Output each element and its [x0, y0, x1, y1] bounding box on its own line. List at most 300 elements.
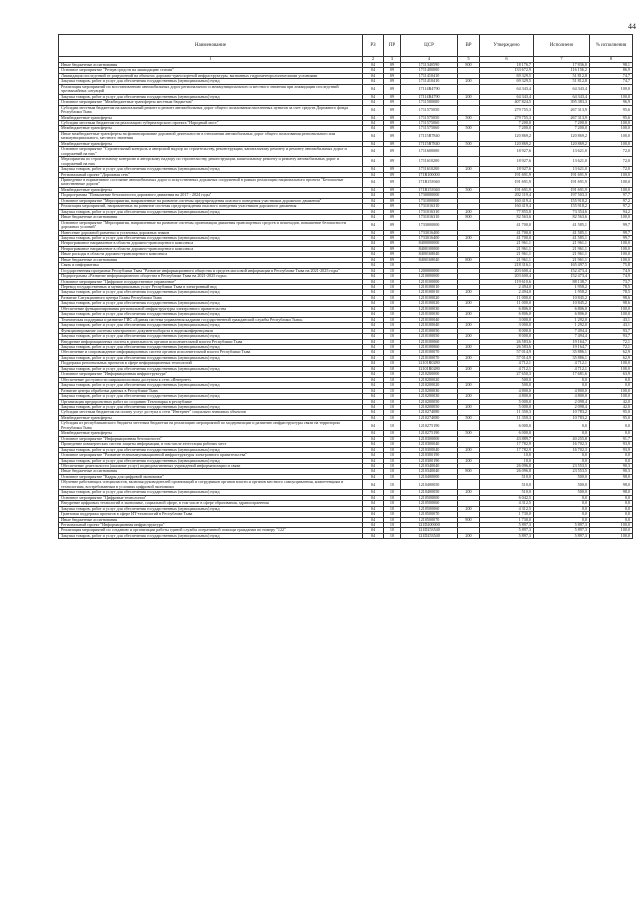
cell-rz: 04 [363, 372, 384, 377]
cell-approved: 18 927,6 [480, 157, 534, 167]
cell-pr: 10 [384, 421, 401, 431]
cell-pct: 100,0 [590, 306, 633, 311]
cell-pct: 0,0 [590, 383, 633, 388]
cell-done: 6 806,0 [534, 312, 590, 317]
cell-pr: 09 [384, 230, 401, 235]
cell-pr: 10 [384, 301, 401, 306]
cell-name: Развитие Ситуационного центра Главы Республики Тыва [59, 295, 363, 300]
cell-pr: 09 [384, 63, 401, 68]
cell-name: Закупка товаров, работ и услуг для обеспечения государственных (муниципальных) нужд [59, 366, 363, 371]
cell-pct: 98,1 [590, 63, 633, 68]
cell-name: Закупка товаров, работ и услуг для обеспечения государственных (муниципальных) нужд [59, 383, 363, 388]
cell-rz: 04 [363, 469, 384, 474]
cell-name: Закупка товаров, работ и услуг для обеспечения государственных (муниципальных) нужд [59, 94, 363, 99]
cell-pct: 0,0 [590, 512, 633, 517]
cell-rz: 04 [363, 268, 384, 273]
cell-rz: 04 [363, 215, 384, 220]
cell-done: 41 585,1 [534, 235, 590, 240]
cell-name: Основное мероприятие "Мероприятия, направленные на развитие системы предупреждения опасного поведения участников дорожного движения" [59, 198, 363, 203]
cell-approved: 1 730,0 [480, 512, 534, 517]
cell-csr: 1210400050 [401, 490, 458, 495]
table-row [59, 480, 633, 490]
cell-vr: 200 [458, 394, 480, 399]
cell-csr: 1210100010 [401, 290, 458, 295]
cell-approved: 191 691,9 [480, 172, 534, 177]
table-row [59, 147, 633, 157]
cell-rz: 04 [363, 252, 384, 257]
cell-approved: 5 897,3 [480, 528, 534, 533]
cell-vr: 800 [458, 63, 480, 68]
cell-approved: 77 855,8 [480, 209, 534, 214]
cell-pct: 98,0 [590, 480, 633, 490]
cell-pct: 75,8 [590, 263, 633, 268]
cell-approved: 26 583,6 [480, 345, 534, 350]
cell-done: 16 702,3 [534, 447, 590, 452]
cell-rz: 04 [363, 279, 384, 284]
cell-pr: 09 [384, 215, 401, 220]
cell-pct: 90,3 [590, 469, 633, 474]
cell-csr: 171R100000 [401, 172, 458, 177]
cell-pct: 72,1 [590, 345, 633, 350]
cell-pr: 10 [384, 436, 401, 441]
cell-rz: 04 [363, 415, 384, 420]
header-row [59, 35, 633, 57]
cell-name: Закупка товаров, работ и услуг для обеспечения государственных (муниципальных) нужд [59, 405, 363, 410]
cell-pct: 73,7 [590, 279, 633, 284]
cell-approved: 57 014,9 [480, 350, 534, 355]
cell-rz: 04 [363, 193, 384, 198]
cell-pr: 10 [384, 279, 401, 284]
cell-rz: 04 [363, 394, 384, 399]
cell-pr: 09 [384, 157, 401, 167]
cell-pr: 10 [384, 350, 401, 355]
cell-name: Межбюджетные трансферты [59, 415, 363, 420]
cell-rz: 04 [363, 94, 384, 99]
cell-done: 500,0 [534, 480, 590, 490]
cell-pr: 10 [384, 458, 401, 463]
cell-pct: 0,0 [590, 421, 633, 431]
cell-rz: 04 [363, 177, 384, 187]
cell-pct: 100,0 [590, 312, 633, 317]
col-header-rz: РЗ [363, 35, 384, 57]
cell-done: 152 473,4 [534, 268, 590, 273]
cell-csr: 1711400000 [401, 68, 458, 73]
cell-rz: 04 [363, 345, 384, 350]
cell-csr: 8400100000 [401, 246, 458, 251]
cell-approved: 64 343,4 [480, 84, 534, 94]
cell-pr: 10 [384, 474, 401, 479]
cell-pct: 100,0 [590, 388, 633, 393]
cell-pct: 100,0 [590, 528, 633, 533]
cell-name: Перевод государственных и муниципальных услуг Республики Тыва в электронный вид [59, 285, 363, 290]
cell-pct: 90,3 [590, 463, 633, 468]
cell-approved: 4 800,0 [480, 388, 534, 393]
cell-pct: 100,0 [590, 94, 633, 99]
cell-approved: 2 494,0 [480, 290, 534, 295]
cell-approved: 10,0 [480, 458, 534, 463]
cell-name: Подпрограмма «Развитие информационного общества в Республике Тыва на 2021-2025 годы» [59, 274, 363, 279]
cell-approved: 510,0 [480, 480, 534, 490]
cell-pct: 43,1 [590, 323, 633, 328]
cell-pr: 09 [384, 204, 401, 209]
cell-name: Иные бюджетные ассигнования [59, 63, 363, 68]
cell-pct: 74,9 [590, 274, 633, 279]
cell-name: Реализация мероприятий, направленных на развитие системы предупреждения опасного поведения участников дорожного движения [59, 204, 363, 209]
cell-approved: 82 563,6 [480, 215, 534, 220]
cell-name: Закупка товаров, работ и услуг для обеспечения государственных (муниципальных) нужд [59, 447, 363, 452]
cell-rz: 04 [363, 235, 384, 240]
cell-csr: 17114R4790 [401, 84, 458, 94]
cell-name: Непрограммное направление в области дорожно-транспортного комплекса [59, 241, 363, 246]
cell-approved: 5 897,3 [480, 522, 534, 527]
col-number: 3 [384, 57, 401, 63]
cell-pct: 97,2 [590, 198, 633, 203]
cell-done: 64 343,4 [534, 84, 590, 94]
cell-pr: 10 [384, 339, 401, 344]
cell-vr: 200 [458, 94, 480, 99]
cell-rz: 04 [363, 501, 384, 506]
cell-pr: 10 [384, 394, 401, 399]
cell-pct: 93,9 [590, 447, 633, 452]
cell-vr: 500 [458, 126, 480, 131]
cell-done: 0,0 [534, 421, 590, 431]
cell-approved: 191 691,9 [480, 187, 534, 192]
cell-approved: 510,0 [480, 490, 534, 495]
cell-approved: 3 000,0 [480, 317, 534, 322]
cell-csr: 1733016400 [401, 235, 458, 240]
cell-name: Обеспечение и сопровождение информационных систем органов исполнительной власти Республики Тыва [59, 350, 363, 355]
cell-pct: 100,0 [590, 177, 633, 187]
cell-rz: 04 [363, 522, 384, 527]
cell-done: 21 961,1 [534, 252, 590, 257]
cell-csr: 1210275190 [401, 431, 458, 436]
cell-done: 82 563,6 [534, 215, 590, 220]
cell-pr: 09 [384, 84, 401, 94]
cell-name: Ликвидация последствий от разрушений на объектах дорожно-транспортной инфраструктуры, вызванных гидрометеорологическими условиями [59, 73, 363, 78]
cell-approved: 11 000,0 [480, 295, 534, 300]
cell-pct: 91,7 [590, 436, 633, 441]
cell-pct: 42,0 [590, 399, 633, 404]
cell-rz: 04 [363, 458, 384, 463]
cell-csr: 1210300040 [401, 447, 458, 452]
cell-pr: 09 [384, 167, 401, 172]
table-row [59, 105, 633, 115]
cell-name: Межбюджетные трансферты [59, 431, 363, 436]
cell-pr: 10 [384, 442, 401, 447]
cell-csr: 171R153940 [401, 177, 458, 187]
cell-approved: 41 700,0 [480, 220, 534, 230]
col-number: 2 [363, 57, 384, 63]
cell-vr: 200 [458, 355, 480, 360]
cell-name: Непрограммное направление в области дорожно-транспортного комплекса [59, 246, 363, 251]
cell-pct: 93,9 [590, 442, 633, 447]
cell-name: Закупка товаров, работ и услуг для обеспечения государственных (муниципальных) нужд [59, 167, 363, 172]
cell-done: 73 354,6 [534, 209, 590, 214]
cell-pr: 10 [384, 268, 401, 273]
cell-done: 191 691,9 [534, 172, 590, 177]
cell-rz: 04 [363, 257, 384, 262]
cell-done: 0,0 [534, 517, 590, 522]
cell-pr: 10 [384, 317, 401, 322]
cell-vr: 800 [458, 469, 480, 474]
cell-pct: 0,0 [590, 506, 633, 511]
cell-csr: 1210100040 [401, 323, 458, 328]
cell-csr: 1210100010 [401, 285, 458, 290]
cell-approved: 26 096,8 [480, 469, 534, 474]
cell-approved: 10,0 [480, 453, 534, 458]
cell-name: Межбюджетные трансферты [59, 187, 363, 192]
cell-pr: 10 [384, 377, 401, 382]
cell-rz: 04 [363, 474, 384, 479]
cell-csr: 1210000000 [401, 274, 458, 279]
col-header-done: Исполнено [534, 35, 590, 57]
cell-name: Техническая поддержка и развитие ГИС «Единая система управления кадрами государственной гражданской службы Республики Тыва» [59, 317, 363, 322]
cell-done: 21 961,1 [534, 257, 590, 262]
cell-pr: 09 [384, 73, 401, 78]
cell-vr: 200 [458, 323, 480, 328]
cell-csr: 1711610200 [401, 167, 458, 172]
cell-rz: 04 [363, 246, 384, 251]
cell-rz: 04 [363, 495, 384, 500]
cell-rz: 04 [363, 263, 384, 268]
cell-pr: 09 [384, 120, 401, 125]
cell-pr: 09 [384, 172, 401, 177]
cell-done: 5 897,3 [534, 522, 590, 527]
table-row [59, 131, 633, 141]
cell-done: 1 292,0 [534, 323, 590, 328]
cell-approved: 279 755,3 [480, 105, 534, 115]
cell-done: 6 806,0 [534, 306, 590, 311]
cell-vr: 500 [458, 115, 480, 120]
cell-vr [458, 84, 480, 94]
cell-csr: 12101R0280 [401, 361, 458, 366]
cell-csr: 1731000000 [401, 198, 458, 203]
cell-approved: 7 200,0 [480, 120, 534, 125]
cell-rz: 04 [363, 115, 384, 120]
cell-csr: 12101R0280 [401, 366, 458, 371]
page-number: 44 [628, 22, 636, 31]
cell-approved: 4 712,1 [480, 366, 534, 371]
cell-pr: 10 [384, 323, 401, 328]
cell-rz: 04 [363, 295, 384, 300]
cell-csr: 1210100060 [401, 345, 458, 350]
cell-rz: 04 [363, 447, 384, 452]
cell-rz: 04 [363, 334, 384, 339]
cell-approved: 160 419,4 [480, 204, 534, 209]
cell-csr: 1210200030 [401, 388, 458, 393]
col-number: 7 [534, 57, 590, 63]
cell-csr: 1711410410 [401, 79, 458, 84]
cell-name: Мероприятия по строительному контролю и авторскому надзору по строительству, реконструкции, капитальному ремонту и ремонту автомобильных дорог и сооружений на них [59, 157, 363, 167]
cell-done: 0,0 [534, 501, 590, 506]
budget-table [58, 34, 633, 539]
cell-approved: 11 000,0 [480, 301, 534, 306]
cell-name: Закупка товаров, работ и услуг для обеспечения государственных (муниципальных) нужд [59, 79, 363, 84]
cell-rz: 04 [363, 377, 384, 382]
cell-rz: 04 [363, 274, 384, 279]
cell-approved: 133 672,9 [480, 68, 534, 73]
cell-done: 500,0 [534, 490, 590, 495]
cell-csr: 1210300000 [401, 436, 458, 441]
cell-csr: 1210100030 [401, 306, 458, 311]
cell-vr: 200 [458, 301, 480, 306]
col-header-approved: Утверждено [480, 35, 534, 57]
cell-pct: 72,0 [590, 157, 633, 167]
cell-done: 152 473,4 [534, 274, 590, 279]
cell-done: 7 494,4 [534, 328, 590, 333]
cell-approved: 6 042,5 [480, 495, 534, 500]
cell-pr: 09 [384, 177, 401, 187]
cell-rz: 04 [363, 480, 384, 490]
cell-csr: 1731016310 [401, 204, 458, 209]
cell-done: 51 812,8 [534, 73, 590, 78]
cell-vr [458, 421, 480, 431]
cell-pr: 10 [384, 290, 401, 295]
cell-pr: 09 [384, 193, 401, 198]
col-number: 1 [59, 57, 363, 63]
cell-rz: 04 [363, 421, 384, 431]
cell-name: Субсидии местным бюджетам на оплату услуг доступа к сети "Интернет" социально значимых объектов [59, 410, 363, 415]
cell-pr: 10 [384, 495, 401, 500]
col-number: 8 [590, 57, 633, 63]
cell-csr: 1210100020 [401, 295, 458, 300]
cell-approved: 4 312,5 [480, 506, 534, 511]
cell-pr: 10 [384, 405, 401, 410]
cell-done: 1 958,2 [534, 285, 590, 290]
cell-pct: 62,9 [590, 350, 633, 355]
cell-vr: 800 [458, 257, 480, 262]
cell-done: 116 156,2 [534, 68, 590, 73]
cell-name: Основное мероприятие "Информационная безопасность" [59, 436, 363, 441]
cell-vr [458, 220, 480, 230]
cell-rz: 04 [363, 68, 384, 73]
cell-approved: 218 316,1 [480, 263, 534, 268]
cell-rz: 04 [363, 100, 384, 105]
cell-pct: 100,0 [590, 252, 633, 257]
cell-done: 51 812,8 [534, 79, 590, 84]
cell-done: 41 585,1 [534, 230, 590, 235]
cell-pr: 10 [384, 512, 401, 517]
cell-rz: 04 [363, 126, 384, 131]
cell-csr: 1711575050 [401, 105, 458, 115]
cell-rz: 04 [363, 512, 384, 517]
cell-done: 10 845,2 [534, 295, 590, 300]
cell-name: Развитие центра обработки данных в Республике Тыва [59, 388, 363, 393]
cell-rz: 04 [363, 141, 384, 146]
cell-name: Закупка товаров, работ и услуг для обеспечения государственных (муниципальных) нужд [59, 312, 363, 317]
cell-pct: 72,0 [590, 167, 633, 172]
cell-rz: 04 [363, 339, 384, 344]
cell-rz: 04 [363, 317, 384, 322]
cell-name: Функционирование системы электронного документооборота и видеоконференцсвязи [59, 328, 363, 333]
cell-pct: 78,5 [590, 285, 633, 290]
cell-pr: 10 [384, 345, 401, 350]
cell-csr: 171R153940 [401, 187, 458, 192]
cell-name: Внедрение цифровых технологий в экономике, социальной сфере, в том числе в сфере образования, здравоохранения [59, 501, 363, 506]
cell-pct: 72,1 [590, 339, 633, 344]
cell-approved: 1 730,0 [480, 517, 534, 522]
cell-pr: 09 [384, 246, 401, 251]
cell-rz: 04 [363, 399, 384, 404]
cell-vr [458, 131, 480, 141]
cell-approved: 11 350,3 [480, 410, 534, 415]
cell-csr: 8400168040 [401, 257, 458, 262]
cell-done: 21 961,1 [534, 246, 590, 251]
cell-done: 191 691,9 [534, 177, 590, 187]
cell-done: 0,0 [534, 431, 590, 436]
cell-csr: 1210300190 [401, 453, 458, 458]
cell-pr: 10 [384, 295, 401, 300]
cell-done: 13 621,0 [534, 167, 590, 172]
cell-rz: 04 [363, 120, 384, 125]
cell-name: Закупка товаров, работ и услуг для обеспечения государственных (муниципальных) нужд [59, 490, 363, 495]
cell-done: 155 918,2 [534, 198, 590, 203]
cell-done: 23 553,5 [534, 469, 590, 474]
cell-csr: 1210100060 [401, 339, 458, 344]
cell-csr: 121D253540 [401, 533, 458, 538]
cell-vr [458, 105, 480, 115]
cell-pct: 0,0 [590, 495, 633, 500]
cell-name: Региональный проект "Дорожная сеть" [59, 172, 363, 177]
cell-csr: 1210500000 [401, 495, 458, 500]
cell-done: 191 691,9 [534, 187, 590, 192]
col-header-csr: ЦСР [401, 35, 458, 57]
cell-rz: 04 [363, 323, 384, 328]
cell-pr: 09 [384, 141, 401, 146]
cell-pct: 100,0 [590, 361, 633, 366]
cell-vr: 200 [458, 490, 480, 495]
cell-approved: 18 927,6 [480, 167, 534, 172]
cell-name: Реализация мероприятий по созданию и организации работы единой службы оперативной помощи гражданам по номеру "122" [59, 528, 363, 533]
cell-done: 5 897,3 [534, 533, 590, 538]
cell-name: Закупка товаров, работ и услуг для обеспечения государственных (муниципальных) нужд [59, 334, 363, 339]
cell-vr: 200 [458, 383, 480, 388]
cell-name: Иные межбюджетные трансферты на финансирование дорожной деятельности в отношении автомобильных дорог общего пользования регионального или межмуниципального, местного значения [59, 131, 363, 141]
cell-vr: 200 [458, 458, 480, 463]
cell-pr: 09 [384, 115, 401, 120]
cell-pr: 10 [384, 399, 401, 404]
cell-name: Основное мероприятие "Информационная инфраструктура" [59, 372, 363, 377]
cell-approved: 18 927,6 [480, 147, 534, 157]
cell-done: 17 836,0 [534, 63, 590, 68]
cell-pr: 10 [384, 528, 401, 533]
cell-rz: 04 [363, 198, 384, 203]
cell-done: 88 138,7 [534, 279, 590, 284]
col-header-pct: % исполнения [590, 35, 633, 57]
cell-approved: 17 782,9 [480, 447, 534, 452]
cell-rz: 04 [363, 533, 384, 538]
cell-approved: 120 869,2 [480, 141, 534, 146]
cell-name: Грантовая поддержка проектов в сфере ИТ-технологий в Республике Тыва [59, 512, 363, 517]
cell-pct: 99,7 [590, 220, 633, 230]
cell-csr: 1731016310 [401, 215, 458, 220]
cell-approved: 43 889,7 [480, 436, 534, 441]
cell-approved: 6 806,0 [480, 306, 534, 311]
cell-done: 10 845,2 [534, 301, 590, 306]
cell-name: Межбюджетные трансферты [59, 141, 363, 146]
cell-name: Основное мероприятие "Межбюджетные трансферты местным бюджетам" [59, 100, 363, 105]
cell-done: 2 098,4 [534, 399, 590, 404]
cell-done: 0,0 [534, 383, 590, 388]
cell-pct: 0,0 [590, 517, 633, 522]
cell-vr: 200 [458, 167, 480, 172]
cell-pct: 100,0 [590, 187, 633, 192]
cell-name: Реализация мероприятий по восстановлению автомобильных дорог регионального и межмуниципального и местного значения при ликвидации последствий чрезвычайных ситуаций [59, 84, 363, 94]
cell-name: Закупка товаров, работ и услуг для обеспечения государственных (муниципальных) нужд [59, 235, 363, 240]
cell-done: 0,0 [534, 453, 590, 458]
cell-pr: 09 [384, 131, 401, 141]
cell-pct: 100,0 [590, 257, 633, 262]
